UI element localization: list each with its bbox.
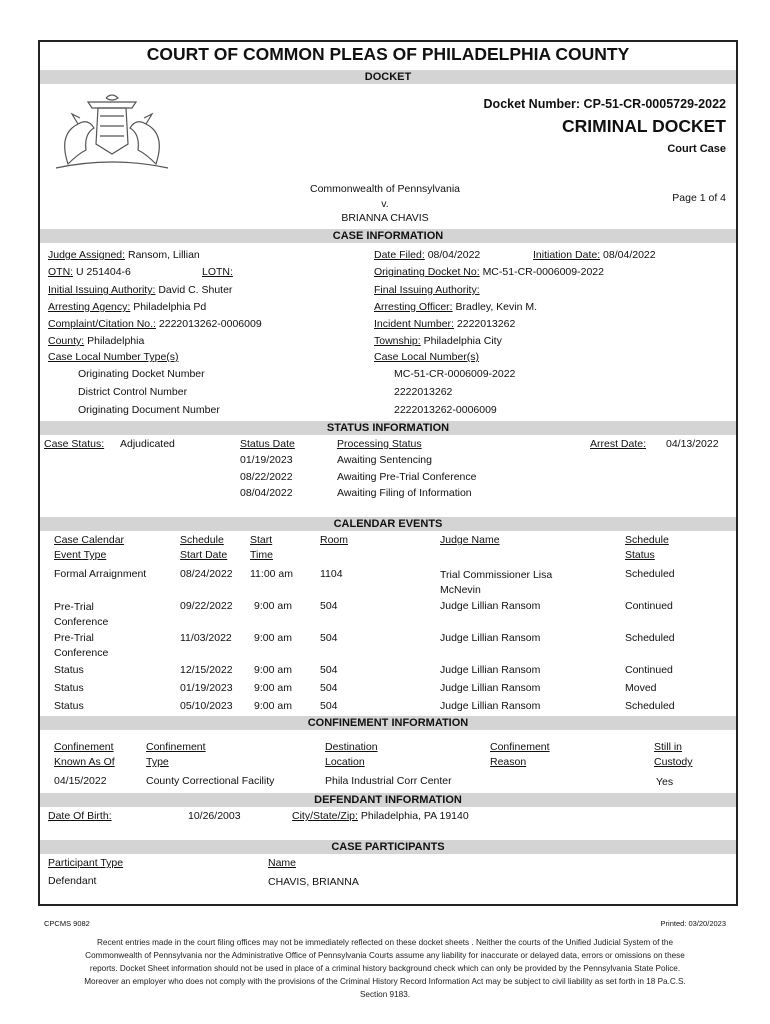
- dob-value: 10/26/2003: [188, 810, 241, 822]
- date-filed-label: Date Filed:: [374, 249, 425, 261]
- cal-judge: Judge Lillian Ransom: [440, 664, 541, 676]
- cal-h-status-1: Schedule: [625, 534, 669, 546]
- local-type-2: Originating Document Number: [78, 404, 220, 416]
- conf-known-as-of: 04/15/2022: [54, 775, 107, 787]
- printed-date: Printed: 03/20/2023: [660, 919, 726, 928]
- conf-h-type-1: Confinement: [146, 741, 206, 753]
- local-number-2: 2222013262-0006009: [394, 404, 497, 416]
- initiation-label: Initiation Date:: [533, 249, 601, 261]
- cal-judge: Judge Lillian Ransom: [440, 682, 541, 694]
- cal-judge: Judge Lillian Ransom: [440, 632, 541, 644]
- case-status-value: Adjudicated: [120, 438, 175, 450]
- conf-type: County Correctional Facility: [146, 775, 275, 787]
- township-label: Township:: [374, 335, 421, 347]
- status-info-bar: STATUS INFORMATION: [40, 421, 736, 435]
- cal-start-date: 05/10/2023: [180, 700, 233, 712]
- cal-room: 1104: [320, 568, 343, 580]
- cal-start-time: 9:00 am: [254, 664, 292, 676]
- arresting-officer-value: Bradley, Kevin M.: [455, 301, 538, 313]
- conf-h-dest-1: Destination: [325, 741, 378, 753]
- cal-event-type: Status: [54, 700, 84, 712]
- docket-number: Docket Number: CP-51-CR-0005729-2022: [483, 97, 726, 111]
- processing-status-header: Processing Status: [337, 438, 422, 450]
- cal-status: Scheduled: [625, 568, 675, 580]
- conf-h-reason-1: Confinement: [490, 741, 550, 753]
- cal-room: 504: [320, 632, 338, 644]
- participant-name-header: Name: [268, 857, 297, 869]
- cal-status: Continued: [625, 600, 673, 612]
- disclaimer: Recent entries made in the court filing offices may not be immediately reflected on these docket sheets . Neither the courts of the Unified Judicial System of the Commonwealth of Pennsylvania nor the Administrative Office of Pennsylvania Courts assume any liability for inaccurate or delayed data, errors or omissions on these reports. Docket Sheet information should not be used in place of a criminal history background check which can only be provided by the Pennsylvania State Police. Moreover an employer who does not comply with the provisions of the Criminal History Record Information Act may be subject to civil liability as set forth in 18 Pa.C.S. Section 9183.: [84, 938, 686, 999]
- city-value: Philadelphia, PA 19140: [360, 810, 469, 822]
- cal-start-time: 9:00 am: [254, 700, 292, 712]
- status-date-header: Status Date: [240, 438, 295, 450]
- case-info-bar: CASE INFORMATION: [40, 229, 736, 243]
- judge-value: Ransom, Lillian: [127, 249, 200, 261]
- incident-value: 2222013262: [456, 318, 516, 330]
- cal-room: 504: [320, 600, 338, 612]
- cal-start-date: 08/24/2022: [180, 568, 233, 580]
- docket-bar: DOCKET: [40, 70, 736, 84]
- participant-name: CHAVIS, BRIANNA: [268, 876, 359, 888]
- cal-room: 504: [320, 700, 338, 712]
- incident-label: Incident Number:: [374, 318, 454, 330]
- final-auth-label: Final Issuing Authority:: [374, 284, 480, 296]
- cal-status: Scheduled: [625, 632, 675, 644]
- local-type-0: Originating Docket Number: [78, 368, 205, 380]
- cal-judge: Trial Commissioner Lisa: [440, 569, 553, 581]
- arresting-agency-label: Arresting Agency:: [48, 301, 131, 313]
- party-versus: v.: [381, 198, 389, 210]
- date-filed-value: 08/04/2022: [427, 249, 481, 261]
- participants-bar: CASE PARTICIPANTS: [40, 840, 736, 854]
- cal-h-status-2: Status: [625, 549, 655, 561]
- cal-h-sdate-1: Schedule: [180, 534, 224, 546]
- orig-docket-value: MC-51-CR-0006009-2022: [482, 266, 604, 278]
- cal-h-event-2: Event Type: [54, 549, 107, 561]
- arrest-date-value: 04/13/2022: [666, 438, 719, 450]
- county-label: County:: [48, 335, 85, 347]
- cal-room: 504: [320, 682, 338, 694]
- local-type-1: District Control Number: [78, 386, 188, 398]
- judge-label: Judge Assigned:: [48, 249, 126, 261]
- lotn-label: LOTN:: [202, 266, 233, 278]
- complaint-value: 2222013262-0006009: [158, 318, 262, 330]
- cal-start-time: 9:00 am: [254, 632, 292, 644]
- local-type-label: Case Local Number Type(s): [48, 351, 179, 363]
- status-row-date: 08/04/2022: [240, 487, 293, 499]
- form-id: CPCMS 9082: [44, 919, 90, 928]
- township-value: Philadelphia City: [423, 335, 502, 347]
- confinement-bar: CONFINEMENT INFORMATION: [40, 716, 736, 730]
- conf-h-type-2: Type: [146, 756, 169, 768]
- cal-event-type-2: Conference: [54, 647, 109, 659]
- court-title: COURT OF COMMON PLEAS OF PHILADELPHIA COUNTY: [146, 44, 630, 64]
- status-row-status: Awaiting Filing of Information: [337, 487, 472, 499]
- initial-auth-label: Initial Issuing Authority:: [48, 284, 156, 296]
- conf-h-known-2: Known As Of: [54, 756, 115, 768]
- cal-start-time: 9:00 am: [254, 600, 292, 612]
- conf-h-dest-2: Location: [325, 756, 365, 768]
- cal-event-type: Status: [54, 682, 84, 694]
- conf-h-custody-1: Still in: [654, 741, 683, 753]
- cal-start-time: 9:00 am: [254, 682, 292, 694]
- party-defendant: BRIANNA CHAVIS: [341, 212, 429, 224]
- defendant-bar: DEFENDANT INFORMATION: [40, 793, 736, 807]
- dob-label: Date Of Birth:: [48, 810, 112, 822]
- initial-auth-value: David C. Shuter: [158, 284, 233, 296]
- cal-start-date: 11/03/2022: [180, 632, 232, 644]
- status-row-status: Awaiting Sentencing: [337, 454, 432, 466]
- party-plaintiff: Commonwealth of Pennsylvania: [310, 183, 460, 195]
- local-number-0: MC-51-CR-0006009-2022: [394, 368, 516, 380]
- cal-status: Scheduled: [625, 700, 675, 712]
- local-number-label: Case Local Number(s): [374, 351, 480, 363]
- cal-h-judge: Judge Name: [440, 534, 500, 546]
- cal-start-date: 12/15/2022: [180, 664, 233, 676]
- cal-event-type-2: Conference: [54, 616, 109, 628]
- arrest-date-label: Arrest Date:: [590, 438, 647, 450]
- status-row-status: Awaiting Pre-Trial Conference: [337, 471, 477, 483]
- conf-h-reason-2: Reason: [490, 756, 527, 768]
- cal-judge: Judge Lillian Ransom: [440, 600, 541, 612]
- cal-start-date: 09/22/2022: [180, 600, 233, 612]
- case-type: Court Case: [667, 143, 726, 155]
- pennsylvania-seal-icon: [48, 94, 176, 174]
- local-number-1: 2222013262: [394, 386, 453, 398]
- cal-event-type: Status: [54, 664, 84, 676]
- case-status-label: Case Status:: [44, 438, 105, 450]
- cal-room: 504: [320, 664, 338, 676]
- county-value: Philadelphia: [87, 335, 145, 347]
- calendar-bar: CALENDAR EVENTS: [40, 517, 736, 531]
- docket-type: CRIMINAL DOCKET: [562, 116, 726, 136]
- status-row-date: 01/19/2023: [240, 454, 293, 466]
- initiation-value: 08/04/2022: [603, 249, 656, 261]
- cal-status: Continued: [625, 664, 673, 676]
- participant-type: Defendant: [48, 875, 97, 887]
- cal-h-event-1: Case Calendar: [54, 534, 125, 546]
- cal-judge-2: McNevin: [440, 584, 481, 596]
- status-row-date: 08/22/2022: [240, 471, 293, 483]
- cal-event-type: Pre-Trial: [54, 601, 94, 613]
- conf-custody: Yes: [656, 776, 674, 788]
- cal-h-time-1: Start: [250, 534, 273, 546]
- conf-h-known-1: Confinement: [54, 741, 114, 753]
- cal-h-room: Room: [320, 534, 349, 546]
- otn-label: OTN:: [48, 266, 74, 278]
- conf-h-custody-2: Custody: [654, 756, 693, 768]
- page-number: Page 1 of 4: [672, 192, 726, 204]
- city-label: City/State/Zip:: [292, 810, 358, 822]
- cal-event-type: Formal Arraignment: [54, 568, 147, 580]
- cal-start-time: 11:00 am: [250, 568, 293, 580]
- cal-start-date: 01/19/2023: [180, 682, 233, 694]
- arresting-agency-value: Philadelphia Pd: [133, 301, 207, 313]
- cal-h-time-2: Time: [250, 549, 273, 561]
- orig-docket-label: Originating Docket No:: [374, 266, 480, 278]
- otn-value: U 251404-6: [76, 266, 131, 278]
- cal-event-type: Pre-Trial: [54, 632, 94, 644]
- arresting-officer-label: Arresting Officer:: [374, 301, 453, 313]
- cal-status: Moved: [625, 682, 657, 694]
- cal-judge: Judge Lillian Ransom: [440, 700, 541, 712]
- cal-h-sdate-2: Start Date: [180, 549, 228, 561]
- complaint-label: Complaint/Citation No.:: [48, 318, 156, 330]
- participant-type-header: Participant Type: [48, 857, 124, 869]
- conf-destination: Phila Industrial Corr Center: [325, 775, 452, 787]
